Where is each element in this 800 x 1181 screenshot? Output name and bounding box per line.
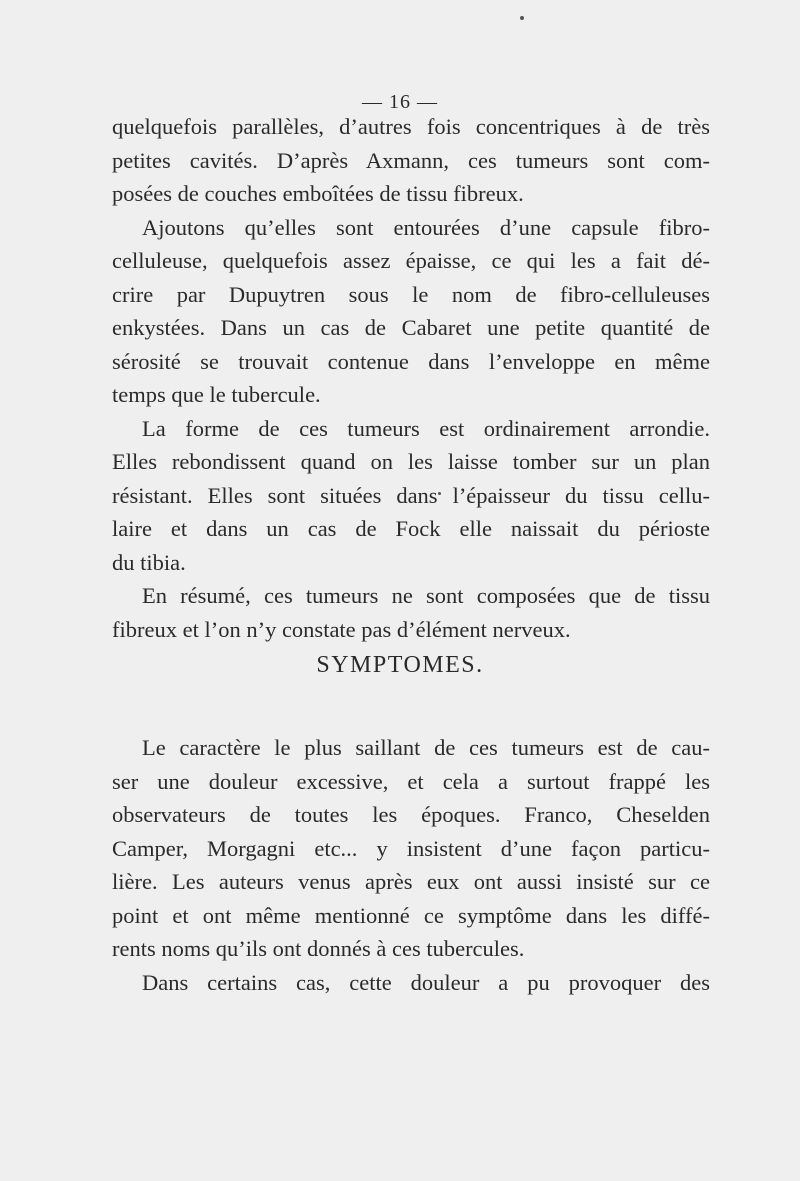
text-block-top xyxy=(112,110,710,646)
text-line: Elles rebondissent quand on les laisse tomber sur un plan xyxy=(112,449,710,474)
section-heading: SYMPTOMES. xyxy=(316,652,484,678)
text-line: Dans certains cas, cette douleur a pu provoquer des xyxy=(142,969,710,995)
text-line: résistant. Elles sont situées dans l’épaisseur du tissu cellu- xyxy=(112,482,710,508)
text-line: quelquefois parallèles, d’autres fois concentriques à de très xyxy=(112,114,710,139)
text-line: Ajoutons qu’elles sont entourées d’une capsule fibro- xyxy=(142,214,710,240)
text-line: fibreux et l’on n’y constate pas d’élément nerveux. xyxy=(112,616,571,642)
text-line: petites cavités. D’après Axmann, ces tumeurs sont com- xyxy=(112,147,710,173)
text-line: laire et dans un cas de Fock elle naissait du périoste xyxy=(112,516,710,541)
text-line: enkystées. Dans un cas de Cabaret une petite quantité de xyxy=(112,315,710,340)
text-line: En résumé, ces tumeurs ne sont composées que de tissu xyxy=(142,583,710,608)
text-line: temps que le tubercule. xyxy=(112,382,321,407)
text-line: lière. Les auteurs venus après eux ont aussi insisté sur ce xyxy=(112,869,710,894)
text-line: posées de couches emboîtées de tissu fibreux. xyxy=(112,181,524,206)
text-line: ser une douleur excessive, et cela a surtout frappé les xyxy=(112,768,710,794)
page-number: — 16 — xyxy=(362,91,438,113)
text-line: crire par Dupuytren sous le nom de fibro-celluleuses xyxy=(112,281,710,307)
text-line: observateurs de toutes les époques. Franco, Cheselden xyxy=(112,802,710,827)
text-line: rents noms qu’ils ont donnés à ces tubercules. xyxy=(112,936,525,961)
text-line: point et ont même mentionné ce symptôme dans les diffé- xyxy=(112,902,710,928)
text-line: sérosité se trouvait contenue dans l’enveloppe en même xyxy=(112,348,710,374)
text-block-bottom xyxy=(112,731,710,999)
ink-speck xyxy=(520,16,524,20)
text-line: Camper, Morgagni etc... y insistent d’une façon particu- xyxy=(112,835,710,861)
text-line: du tibia. xyxy=(112,549,186,575)
text-line: Le caractère le plus saillant de ces tumeurs est de cau- xyxy=(142,735,710,760)
text-line: celluleuse, quelquefois assez épaisse, ce qui les a fait dé- xyxy=(112,248,710,273)
text-line: La forme de ces tumeurs est ordinairement arrondie. xyxy=(142,415,710,441)
